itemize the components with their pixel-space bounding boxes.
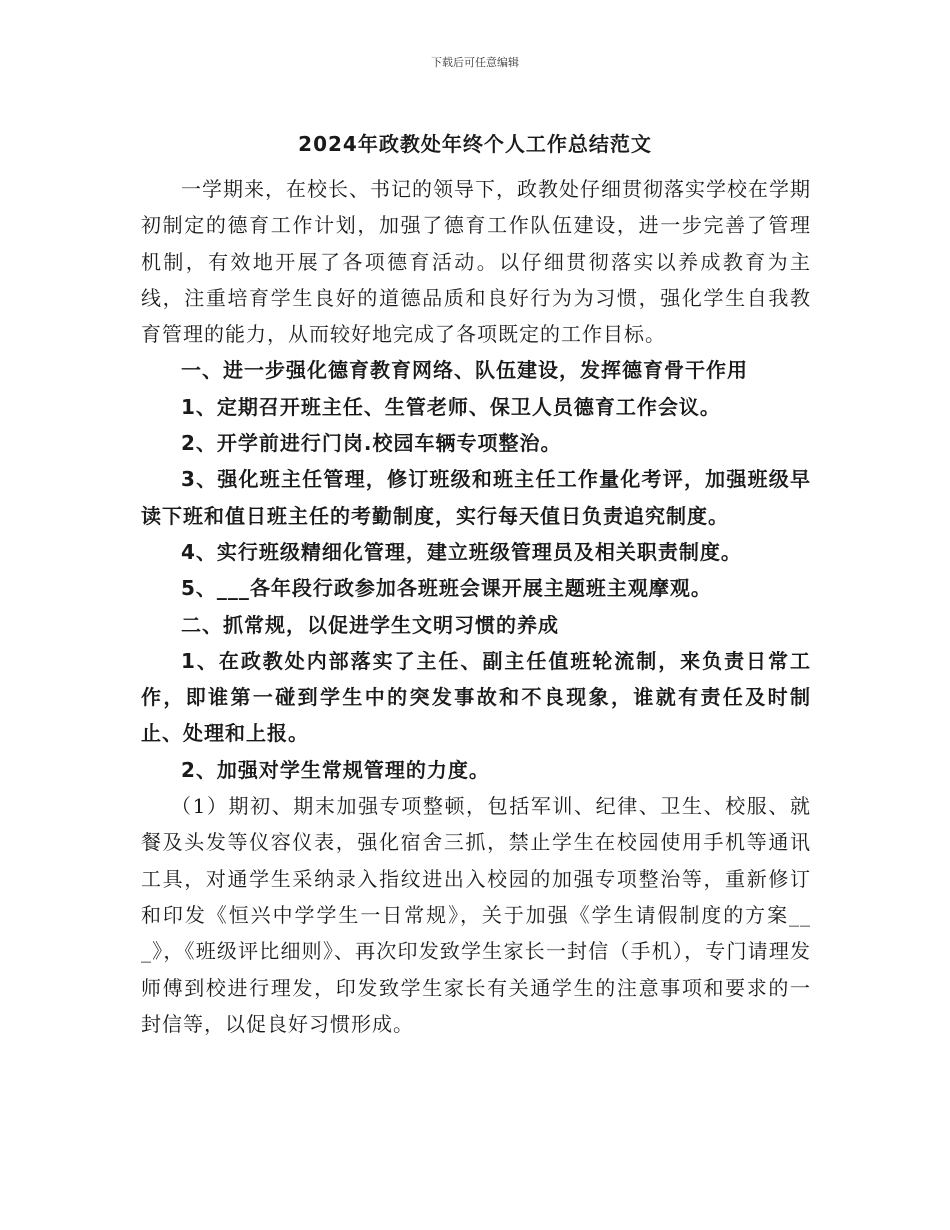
- document-title: 2024年政教处年终个人工作总结范文: [298, 132, 652, 156]
- sub-item-2-2-1: （1）期初、期末加强专项整顿，包括军训、纪律、卫生、校服、就餐及头发等仪容仪表，强化宿舍三抓，禁止学生在校园使用手机等通讯工具，对通学生采纳录入指纹进出入校园的加强专项整治等，重新修订和印发《恒兴中学学生一日常规》，关于加强《学生请假制度的方案___》，《班级评比细则》、再次印发致学生家长一封信（手机），专门请理发师傅到校进行理发，印发致学生家长有关通学生的注意事项和要求的一封信等，以促良好习惯形成。: [141, 794, 811, 1036]
- section-heading-2: 二、抓常规，以促进学生文明习惯的养成: [181, 612, 559, 637]
- list-item-1-1: 1、定期召开班主任、生管老师、保卫人员德育工作会议。: [181, 394, 721, 419]
- list-item-2-2: 2、加强对学生常规管理的力度。: [181, 757, 490, 782]
- header-note: 下载后可任意编辑: [431, 56, 519, 69]
- list-item-1-2: 2、开学前进行门岗.校园车辆专项整治。: [181, 431, 562, 456]
- document-body: [141, 171, 811, 1042]
- intro-paragraph: 一学期来，在校长、书记的领导下，政教处仔细贯彻落实学校在学期初制定的德育工作计划，加强了德育工作队伍建设，进一步完善了管理机制，有效地开展了各项德育活动。以仔细贯彻落实以养成教育为主线，注重培育学生良好的道德品质和良好行为为习惯，强化学生自我教育管理的能力，从而较好地完成了各项既定的工作目标。: [141, 177, 811, 347]
- list-item-1-4: 4、实行班级精细化管理，建立班级管理员及相关职责制度。: [181, 539, 742, 564]
- list-item-2-1: 1、在政教处内部落实了主任、副主任值班轮流制，来负责日常工作，即谁第一碰到学生中的突发事故和不良现象，谁就有责任及时制止、处理和上报。: [141, 648, 811, 746]
- list-item-1-3: 3、强化班主任管理，修订班级和班主任工作量化考评，加强班级早读下班和值日班主任的考勤制度，实行每天值日负责追究制度。: [141, 467, 811, 528]
- list-item-1-5: 5、___各年段行政参加各班班会课开展主题班主观摩观。: [181, 576, 712, 601]
- section-heading-1: 一、进一步强化德育教育网络、队伍建设，发挥德育骨干作用: [181, 358, 748, 383]
